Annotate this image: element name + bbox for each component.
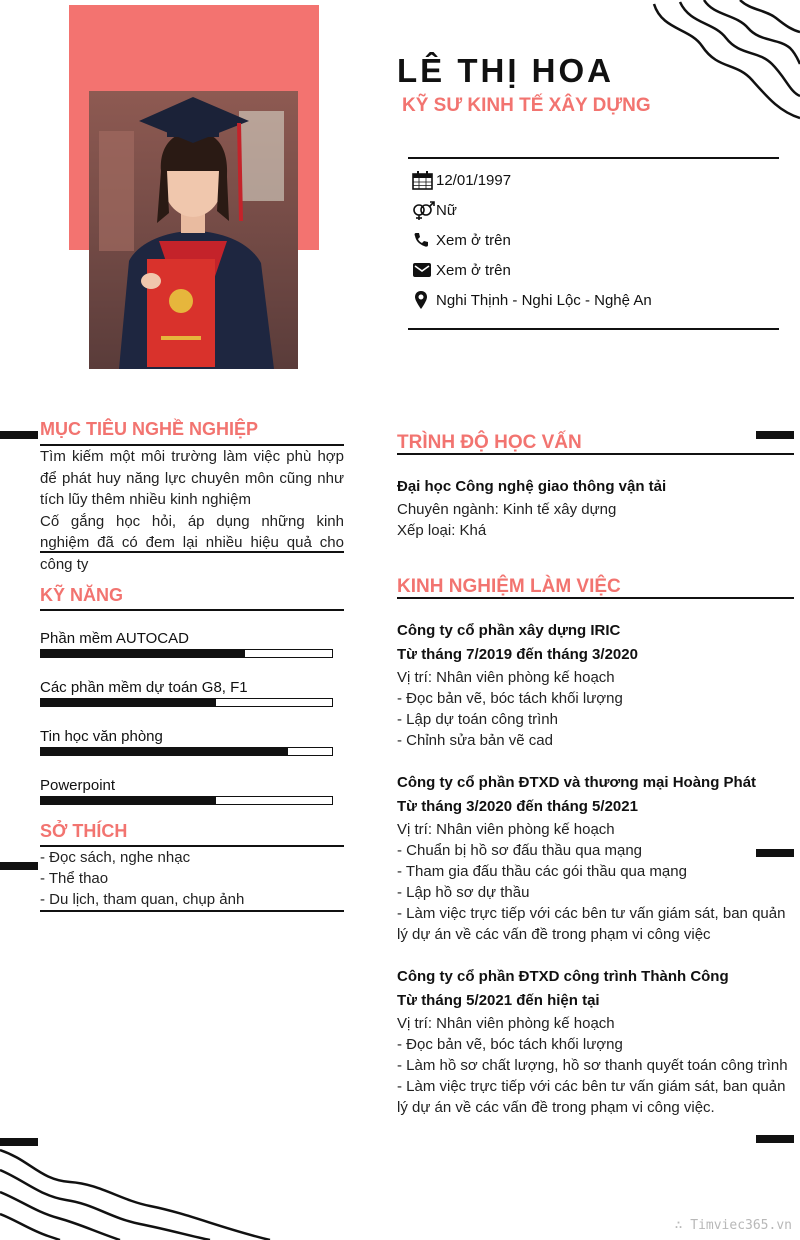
- email-value: Xem ở trên: [436, 261, 511, 279]
- skill-bar-office: [40, 747, 333, 756]
- hobby-item: - Du lịch, tham quan, chụp ảnh: [40, 891, 245, 908]
- job-line: - Chỉnh sửa bản vẽ cad: [397, 732, 553, 749]
- objective-text: [40, 446, 344, 575]
- job-line: Vị trí: Nhân viên phòng kế hoạch: [397, 821, 615, 838]
- education-school: Đại học Công nghệ giao thông vận tải: [397, 478, 667, 495]
- phone-icon: [412, 229, 436, 251]
- job-title: KỸ SƯ KINH TẾ XÂY DỰNG: [402, 95, 651, 116]
- info-dob: [412, 169, 511, 191]
- watermark: ∴ Timviec365.vn: [674, 1218, 792, 1233]
- candidate-name: LÊ THỊ HOA: [397, 52, 614, 89]
- job-entry-3: [397, 965, 789, 1118]
- job-period: Từ tháng 5/2021 đến hiện tại: [397, 992, 600, 1009]
- job-line: - Chuẩn bị hồ sơ đấu thầu qua mạng: [397, 842, 643, 859]
- skills-heading: KỸ NĂNG: [40, 585, 124, 605]
- objective-heading: MỤC TIÊU NGHỀ NGHIỆP: [40, 419, 259, 439]
- hobbies-heading: SỞ THÍCH: [40, 821, 128, 841]
- location-pin-icon: [412, 289, 436, 311]
- skill-label-powerpoint: Powerpoint: [40, 777, 116, 794]
- job-period: Từ tháng 3/2020 đến tháng 5/2021: [397, 798, 638, 815]
- education-major: Chuyên ngành: Kinh tế xây dựng: [397, 501, 617, 518]
- job-line: - Lập dự toán công trình: [397, 711, 558, 728]
- job-company: Công ty cổ phần ĐTXD và thương mại Hoàng Phát: [397, 774, 757, 791]
- info-phone: [412, 229, 511, 251]
- envelope-icon: [412, 259, 436, 281]
- deco-dash-right-1: [756, 431, 794, 439]
- skill-fill: [41, 699, 216, 706]
- job-line: Vị trí: Nhân viên phòng kế hoạch: [397, 669, 615, 686]
- job-line: - Tham gia đấu thầu các gói thầu qua mạng: [397, 863, 687, 880]
- address-value: Nghi Thịnh - Nghi Lộc - Nghệ An: [436, 291, 652, 309]
- job-entry-2: [397, 771, 789, 945]
- gender-icon: [412, 199, 436, 221]
- info-gender: [412, 199, 457, 221]
- job-line: - Làm việc trực tiếp với các bên tư vấn giám sát, ban quản lý dự án về các vấn đề trong phạm vi công việc.: [397, 1078, 786, 1116]
- skill-bar-autocad: [40, 649, 333, 658]
- info-top-rule: [408, 157, 779, 159]
- hobbies-bottom-rule: [40, 910, 344, 912]
- skill-fill: [41, 797, 216, 804]
- decorative-waves-bottom: [0, 1140, 280, 1240]
- dob-value: 12/01/1997: [436, 171, 512, 189]
- job-entry-1: [397, 619, 789, 751]
- decorative-waves-top: [640, 0, 800, 140]
- education-grade: Xếp loại: Khá: [397, 522, 487, 539]
- job-line: - Đọc bản vẽ, bóc tách khối lượng: [397, 690, 623, 707]
- info-email: [412, 259, 511, 281]
- job-company: Công ty cổ phần ĐTXD công trình Thành Công: [397, 968, 729, 985]
- deco-dash-right-3: [756, 1135, 794, 1143]
- hobbies-list: [40, 847, 344, 910]
- hobby-item: - Thể thao: [40, 870, 109, 887]
- info-bottom-rule: [408, 328, 779, 330]
- job-period: Từ tháng 7/2019 đến tháng 3/2020: [397, 646, 638, 663]
- hobby-item: - Đọc sách, nghe nhạc: [40, 849, 191, 866]
- skill-fill: [41, 650, 245, 657]
- calendar-icon: [412, 169, 436, 191]
- info-address: [412, 289, 652, 311]
- job-line: Vị trí: Nhân viên phòng kế hoạch: [397, 1015, 615, 1032]
- job-line: - Đọc bản vẽ, bóc tách khối lượng: [397, 1036, 623, 1053]
- skill-label-estimate: Các phần mềm dự toán G8, F1: [40, 679, 248, 696]
- education-heading-rule: [397, 453, 794, 455]
- education-block: [397, 475, 787, 541]
- gender-value: Nữ: [436, 201, 457, 219]
- job-line: - Làm hồ sơ chất lượng, hồ sơ thanh quyết toán công trình: [397, 1057, 788, 1074]
- deco-dash-left-1: [0, 431, 38, 439]
- skill-label-autocad: Phần mềm AUTOCAD: [40, 630, 189, 647]
- experience-heading: KINH NGHIỆM LÀM VIỆC: [397, 576, 621, 597]
- experience-heading-rule: [397, 597, 794, 599]
- skill-fill: [41, 748, 288, 755]
- skill-label-office: Tin học văn phòng: [40, 728, 163, 745]
- education-heading: TRÌNH ĐỘ HỌC VẤN: [397, 432, 582, 453]
- skills-heading-rule: [40, 609, 344, 611]
- deco-dash-left-3: [0, 1138, 38, 1146]
- deco-dash-left-2: [0, 862, 38, 870]
- job-line: - Làm việc trực tiếp với các bên tư vấn giám sát, ban quản lý dự án về các vấn đề trong phạm vi công việc: [397, 905, 786, 943]
- phone-value: Xem ở trên: [436, 231, 511, 249]
- job-company: Công ty cổ phần xây dựng IRIC: [397, 622, 621, 639]
- objective-line-1: Tìm kiếm một môi trường làm việc phù hợp để phát huy năng lực chuyên môn cũng như tích lũy thêm nhiều kinh nghiệm: [40, 448, 344, 508]
- objective-line-2: Cố gắng học hỏi, áp dụng những kinh nghiệm đã có đem lại nhiều hiệu quả cho công ty: [40, 512, 344, 573]
- job-line: - Lập hồ sơ dự thầu: [397, 884, 530, 901]
- skill-bar-estimate: [40, 698, 333, 707]
- objective-bottom-rule: [40, 551, 344, 553]
- profile-photo: [89, 91, 298, 369]
- skill-bar-powerpoint: [40, 796, 333, 805]
